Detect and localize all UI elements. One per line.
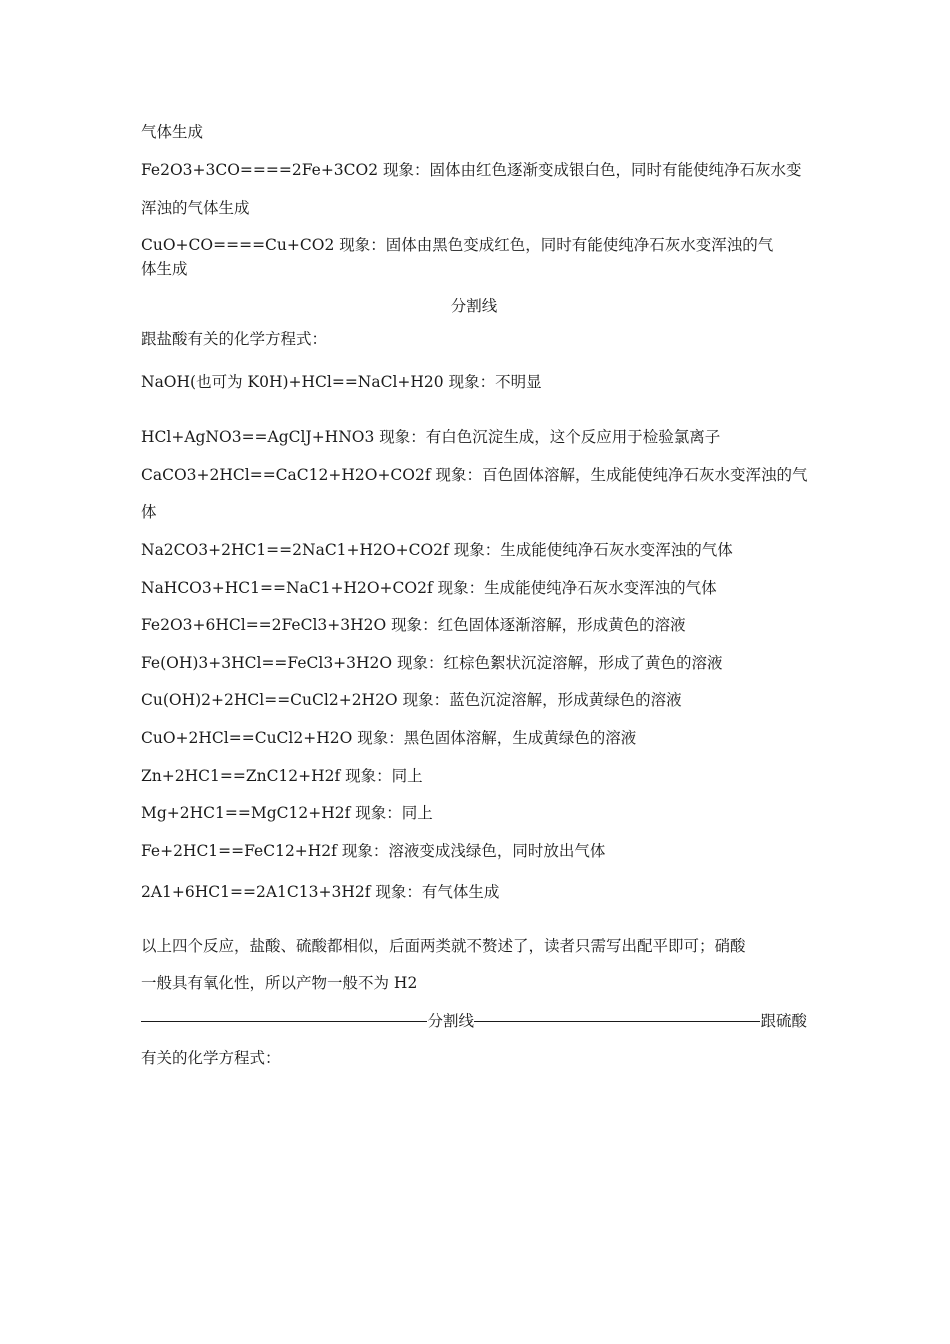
section-heading: 有关的化学方程式： (141, 1049, 281, 1067)
text-line: 以上四个反应，盐酸、硫酸都相似，后面两类就不赘述了，读者只需写出配平即可；硝酸 (141, 937, 746, 955)
text-line: Fe+2HC1==FeC12+H2f 现象：溶液变成浅绿色，同时放出气体 (141, 842, 606, 860)
divider-rule-left (141, 1021, 427, 1022)
section-divider (141, 1011, 807, 1031)
text-line: Mg+2HC1==MgC12+H2f 现象：同上 (141, 804, 433, 822)
divider-label: 分割线 (427, 1012, 474, 1030)
text-line: CuO+2HCl==CuCl2+H2O 现象：黑色固体溶解，生成黄绿色的溶液 (141, 729, 637, 747)
text-line: Fe(OH)3+3HCl==FeCl3+3H2O 现象：红棕色絮状沉淀溶解，形成了黄色的溶液 (141, 654, 723, 672)
text-line: NaHCO3+HC1==NaC1+H2O+CO2f 现象：生成能使纯净石灰水变浑浊的气体 (141, 579, 717, 597)
text-line: HCl+AgNO3==AgClJ+HNO3 现象：有白色沉淀生成，这个反应用于检验氯离子 (141, 428, 721, 446)
text-line: Cu(OH)2+2HCl==CuCl2+2H2O 现象：蓝色沉淀溶解，形成黄绿色的溶液 (141, 691, 682, 709)
section-heading: 跟盐酸有关的化学方程式： (141, 330, 328, 348)
text-line: 体生成 (141, 260, 188, 278)
text-line: CaCO3+2HCl==CaC12+H2O+CO2f 现象：百色固体溶解，生成能使纯净石灰水变浑浊的气 (141, 466, 808, 484)
text-line: 体 (141, 503, 157, 521)
divider-label: 分割线 (450, 297, 498, 315)
text-line: CuO+CO====Cu+CO2 现象：固体由黑色变成红色，同时有能使纯净石灰水变浑浊的气 (141, 236, 774, 254)
text-line: 2A1+6HC1==2A1C13+3H2f 现象：有气体生成 (141, 883, 500, 901)
text-line: 浑浊的气体生成 (141, 199, 250, 217)
text-line: Na2CO3+2HC1==2NaC1+H2O+CO2f 现象：生成能使纯净石灰水变浑浊的气体 (141, 541, 733, 559)
text-line: Zn+2HC1==ZnC12+H2f 现象：同上 (141, 767, 423, 785)
text-line: 气体生成 (141, 123, 204, 141)
text-line: NaOH(也可为 K0H)+HCl==NaCl+H20 现象：不明显 (141, 373, 542, 391)
text-line: Fe2O3+6HCl==2FeCl3+3H2O 现象：红色固体逐渐溶解，形成黄色的溶液 (141, 616, 686, 634)
divider-rule-right (474, 1021, 760, 1022)
text-line: 一般具有氧化性，所以产物一般不为 H2 (141, 974, 418, 992)
text-line: Fe2O3+3CO====2Fe+3CO2 现象：固体由红色逐渐变成银白色，同时有能使纯净石灰水变 (141, 161, 802, 179)
divider-tail-text: 跟硫酸 (760, 1012, 807, 1030)
